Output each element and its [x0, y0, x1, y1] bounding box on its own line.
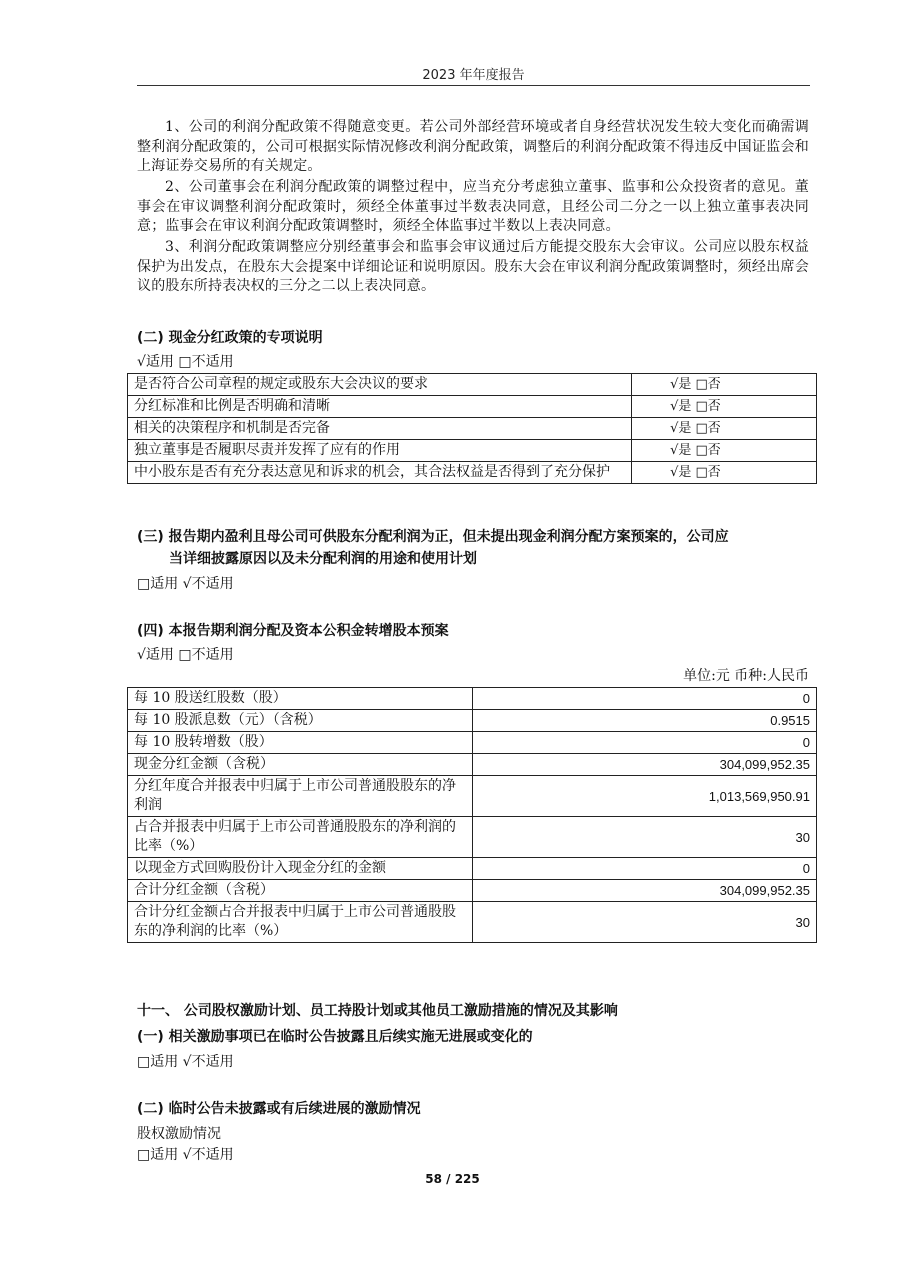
answer-cell: √是 □否 — [632, 374, 817, 396]
table-row — [128, 396, 817, 418]
value-cell: 304,099,952.35 — [473, 880, 817, 902]
page-number: 58 / 225 — [425, 1172, 480, 1186]
item-cell: 合计分红金额占合并报表中归属于上市公司普通股股东的净利润的比率（%） — [128, 902, 473, 943]
value-cell: 1,013,569,950.91 — [473, 776, 817, 817]
header-divider — [137, 85, 810, 86]
table-row — [128, 858, 817, 880]
paragraph-2: 2、公司董事会在利润分配政策的调整过程中，应当充分考虑独立董事、监事和公众投资者的意见。董事会在审议调整利润分配政策时，须经全体董事过半数表决同意，且经公司二分之一以上独立董事表决同意；监事会在审议利润分配政策调整时，须经全体监事过半数以上表决同意。 — [137, 179, 809, 234]
item-cell: 占合并报表中归属于上市公司普通股股东的净利润的比率（%） — [128, 817, 473, 858]
table-row — [128, 374, 817, 396]
table-row — [128, 418, 817, 440]
table-row — [128, 754, 817, 776]
value-cell: 30 — [473, 902, 817, 943]
table-row — [128, 732, 817, 754]
answer-cell: √是 □否 — [632, 396, 817, 418]
paragraph-1: 1、公司的利润分配政策不得随意变更。若公司外部经营环境或者自身经营状况发生较大变化而确需调整利润分配政策的，公司可根据实际情况修改利润分配政策，调整后的利润分配政策不得违反中国证监会和上海证券交易所的有关规定。 — [137, 119, 809, 174]
section-4-title: (四) 本报告期利润分配及资本公积金转增股本预案 — [137, 623, 449, 639]
value-cell: 0.9515 — [473, 710, 817, 732]
answer-cell: √是 □否 — [632, 418, 817, 440]
value-cell: 0 — [473, 858, 817, 880]
answer-cell: √是 □否 — [632, 440, 817, 462]
value-cell: 304,099,952.35 — [473, 754, 817, 776]
table-row — [128, 902, 817, 943]
question-cell: 是否符合公司章程的规定或股东大会决议的要求 — [128, 374, 632, 396]
item-cell: 每 10 股送红股数（股） — [128, 688, 473, 710]
section-11-sub2-applicability: □适用 √不适用 — [137, 1147, 234, 1163]
currency-unit: 单位:元 币种:人民币 — [683, 668, 809, 684]
section-3-title: (三) 报告期内盈利且母公司可供股东分配利润为正，但未提出现金利润分配方案预案的，公司应 — [137, 529, 729, 545]
question-cell: 分红标准和比例是否明确和清晰 — [128, 396, 632, 418]
page-header: 2023 年年度报告 — [422, 68, 525, 83]
item-cell: 合计分红金额（含税） — [128, 880, 473, 902]
section-3-title-cont: 当详细披露原因以及未分配利润的用途和使用计划 — [169, 551, 477, 567]
question-cell: 相关的决策程序和机制是否完备 — [128, 418, 632, 440]
section-11-title: 十一、 公司股权激励计划、员工持股计划或其他员工激励措施的情况及其影响 — [137, 1003, 618, 1019]
paragraph-3: 3、利润分配政策调整应分别经董事会和监事会审议通过后方能提交股东大会审议。公司应以股东权益保护为出发点，在股东大会提案中详细论证和说明原因。股东大会在审议利润分配政策调整时，须经出席会议的股东所持表决权的三分之二以上表决同意。 — [137, 239, 809, 294]
section-3-applicability: □适用 √不适用 — [137, 576, 234, 592]
table-row — [128, 880, 817, 902]
value-cell: 30 — [473, 817, 817, 858]
section-11-sub1-title: (一) 相关激励事项已在临时公告披露且后续实施无进展或变化的 — [137, 1029, 533, 1045]
item-cell: 以现金方式回购股份计入现金分红的金额 — [128, 858, 473, 880]
section-11-sub1-applicability: □适用 √不适用 — [137, 1054, 234, 1070]
dividend-policy-table — [127, 373, 817, 484]
value-cell: 0 — [473, 732, 817, 754]
section-11-sub2-label: 股权激励情况 — [137, 1126, 221, 1142]
question-cell: 中小股东是否有充分表达意见和诉求的机会，其合法权益是否得到了充分保护 — [128, 462, 632, 484]
table-row — [128, 440, 817, 462]
answer-cell: √是 □否 — [632, 462, 817, 484]
item-cell: 每 10 股派息数（元）（含税） — [128, 710, 473, 732]
question-cell: 独立董事是否履职尽责并发挥了应有的作用 — [128, 440, 632, 462]
item-cell: 分红年度合并报表中归属于上市公司普通股股东的净利润 — [128, 776, 473, 817]
profit-distribution-table — [127, 687, 817, 943]
table-row — [128, 688, 817, 710]
table-row — [128, 817, 817, 858]
table-row — [128, 710, 817, 732]
item-cell: 每 10 股转增数（股） — [128, 732, 473, 754]
section-11-sub2-title: (二) 临时公告未披露或有后续进展的激励情况 — [137, 1101, 421, 1117]
value-cell: 0 — [473, 688, 817, 710]
table-row — [128, 776, 817, 817]
table-row — [128, 462, 817, 484]
section-2-applicability: √适用 □不适用 — [137, 354, 234, 370]
item-cell: 现金分红金额（含税） — [128, 754, 473, 776]
section-2-title: (二) 现金分红政策的专项说明 — [137, 330, 323, 346]
section-4-applicability: √适用 □不适用 — [137, 647, 234, 663]
